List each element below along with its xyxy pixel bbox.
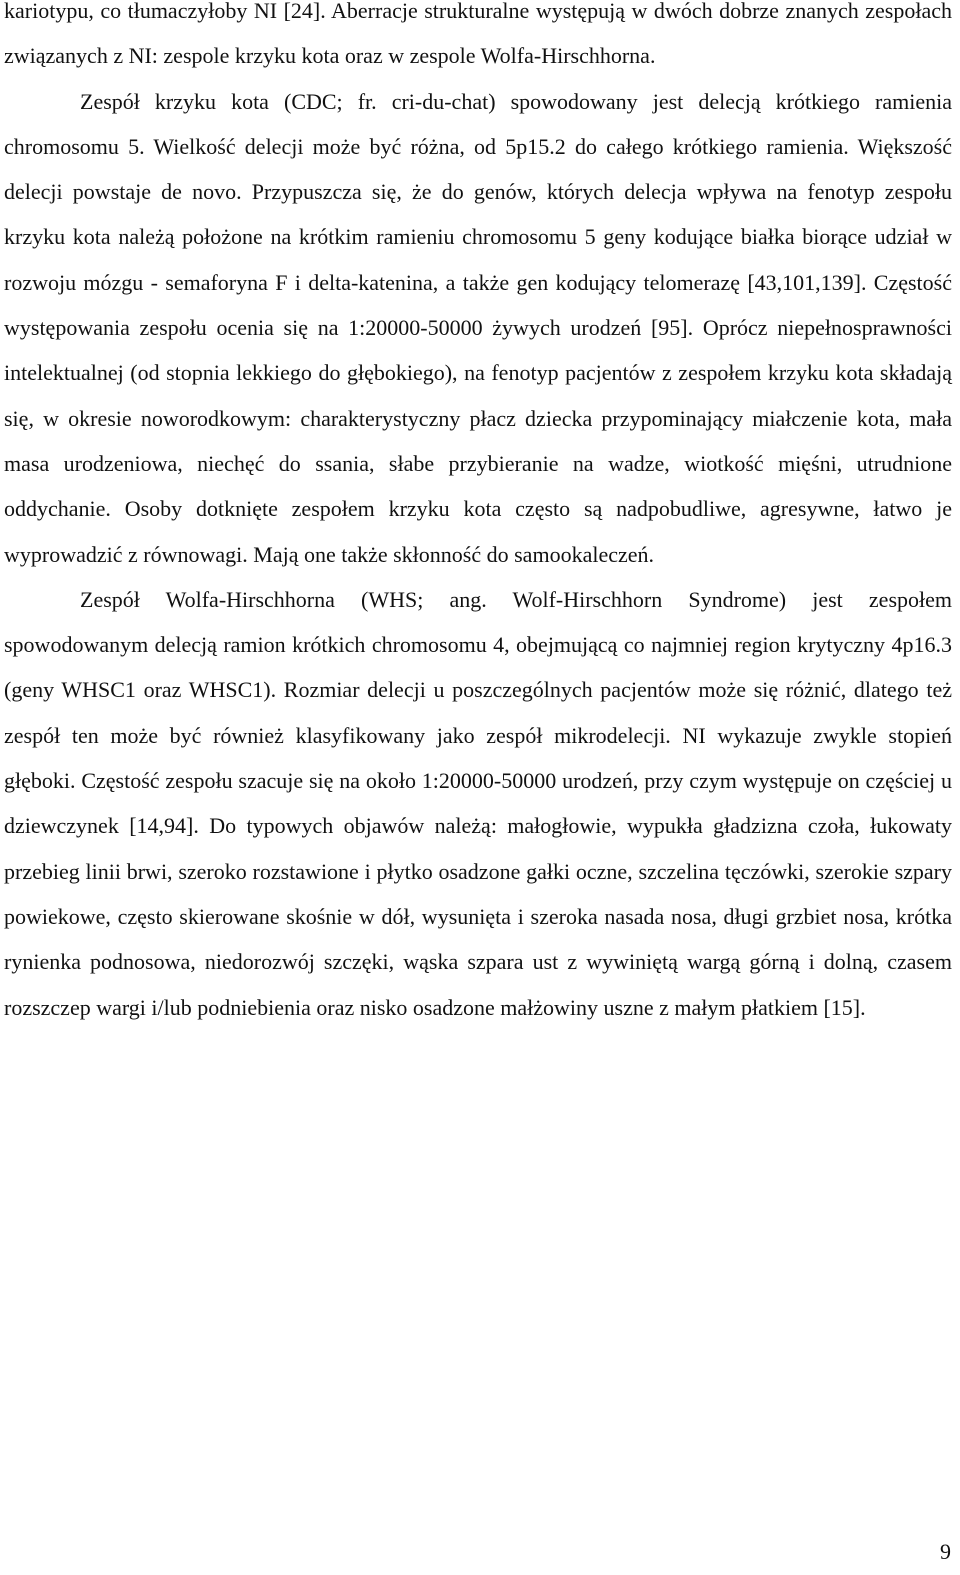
paragraph-wolf-hirschhorn: Zespół Wolfa-Hirschhorna (WHS; ang. Wolf-Hirschhorn Syndrome) jest zespołem spowodowanym delecją ramion krótkich chromosomu 4, obejmującą co najmniej region krytyczny 4p16.3 (geny WHSC1 oraz WHSC1). Rozmiar delecji u poszczególnych pacjentów może się różnić, dlatego też zespół ten może być również klasyfikowany jako zespół mikrodelecji. NI wykazuje zwykle stopień głęboki. Częstość zespołu szacuje się na około 1:20000-50000 urodzeń, przy czym występuje on częściej u dziewczynek [14,94]. Do typowych objawów należą: małogłowie, wypukła gładzizna czoła, łukowaty przebieg linii brwi, szeroko rozstawione i płytko osadzone gałki oczne, szczelina tęczówki, szerokie szpary powiekowe, często skierowane skośnie w dół, wysunięta i szeroka nasada nosa, długi grzbiet nosa, krótka rynienka podnosowa, niedorozwój szczęki, wąska szpara ust z wywiniętą wargą górną i dolną, czasem rozszczep wargi i/lub podniebienia oraz nisko osadzone małżowiny uszne z małym płatkiem [15].: [4, 586, 952, 1020]
paragraph-cri-du-chat: Zespół krzyku kota (CDC; fr. cri-du-chat) spowodowany jest delecją krótkiego ramienia chromosomu 5. Wielkość delecji może być różna, od 5p15.2 do całego krótkiego ramienia. Większość delecji powstaje de novo. Przypuszcza się, że do genów, których delecja wpływa na fenotyp zespołu krzyku kota należą położone na krótkim ramieniu chromosomu 5 geny kodujące białka biorące udział w rozwoju mózgu - semaforyna F i delta-katenina, a także gen kodujący telomerazę [43,101,139]. Częstość występowania zespołu ocenia się na 1:20000-50000 żywych urodzeń [95]. Oprócz niepełnosprawności intelektualnej (od stopnia lekkiego do głębokiego), na fenotyp pacjentów z zespołem krzyku kota składają się, w okresie noworodkowym: charakterystyczny płacz dziecka przypominający miałczenie kota, mała masa urodzeniowa, niechęć do ssania, słabe przybieranie na wadze, wiotkość mięśni, utrudnione oddychanie. Osoby dotknięte zespołem krzyku kota często są nadpobudliwe, agresywne, łatwo je wyprowadzić z równowagi. Mają one także skłonność do samookaleczeń.: [4, 88, 952, 567]
paragraph-karyotype-intro: kariotypu, co tłumaczyłoby NI [24]. Aberracje strukturalne występują w dwóch dobrze znanych zespołach związanych z NI: zespole krzyku kota oraz w zespole Wolfa-Hirschhorna.: [4, 0, 952, 69]
document-page: [4, 0, 952, 1030]
page-number: 9: [940, 1539, 951, 1564]
